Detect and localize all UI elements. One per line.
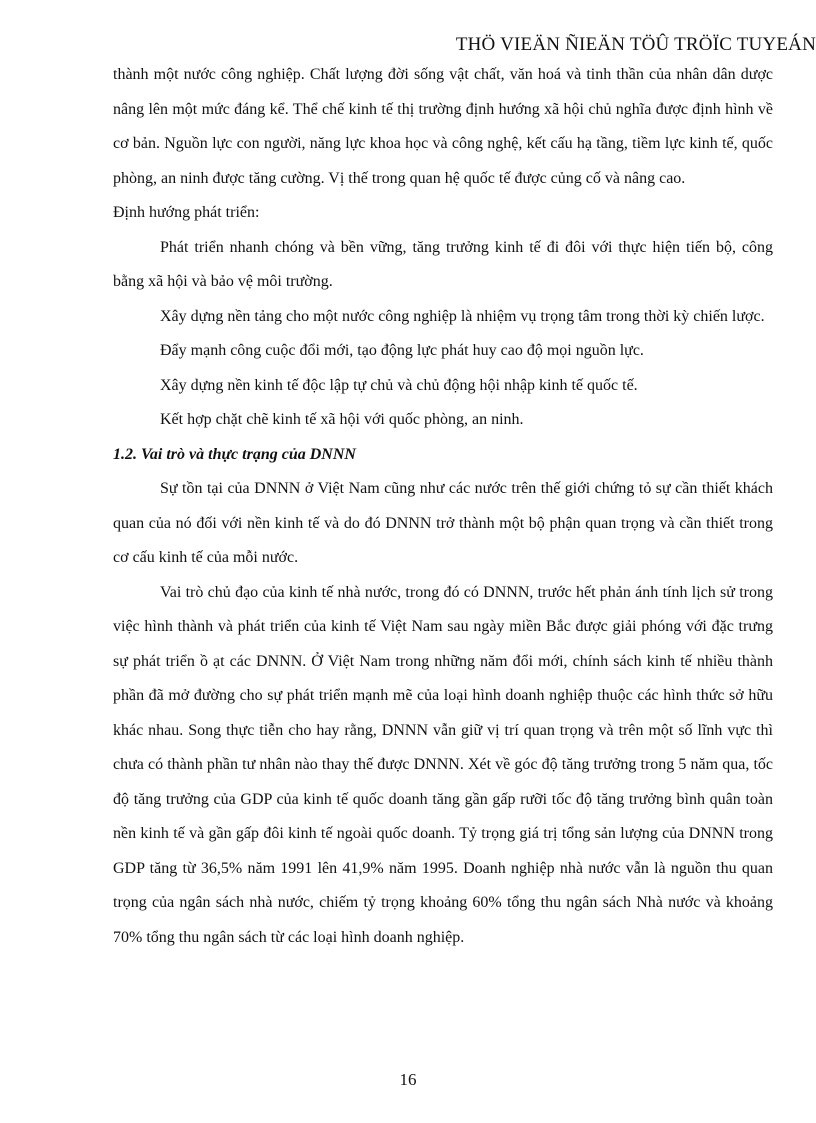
paragraph-1: thành một nước công nghiệp. Chất lượng đời sống vật chất, văn hoá và tinh thần của nhân dân dược nâng lên một mức đáng kể. Thể chế kinh tế thị trường định hướng xã hội chủ nghĩa được định hình về cơ bản. Nguồn lực con người, năng lực khoa học và công nghệ, kết cấu hạ tầng, tiềm lực kinh tế, quốc phòng, an ninh được tăng cường. Vị thế trong quan hệ quốc tế được củng cố và nâng cao. (113, 66, 773, 187)
paragraph-2: Định hướng phát triển: (113, 204, 260, 221)
paragraph-9: Vai trò chủ đạo của kinh tế nhà nước, trong đó có DNNN, trước hết phản ánh tính lịch sử trong việc hình thành và phát triển của kinh tế Việt Nam sau ngày miền Bắc được giải phóng với đặc trưng sự phát triển ồ ạt các DNNN. Ở Việt Nam trong những năm đổi mới, chính sách kinh tế nhiều thành phần đã mở đường cho sự phát triển mạnh mẽ của loại hình doanh nghiệp thuộc các hình thức sở hữu khác nhau. Song thực tiễn cho hay rằng, DNNN vẫn giữ vị trí quan trọng và trên một số lĩnh vực thì chưa có thành phần tư nhân nào thay thế được DNNN. Xét về góc độ tăng trưởng trong 5 năm qua, tốc độ tăng trưởng của GDP của kinh tế quốc doanh tăng gần gấp rưỡi tốc độ tăng trưởng bình quân toàn nền kinh tế và gần gấp đôi kinh tế ngoài quốc doanh. Tỷ trọng giá trị tổng sản lượng của DNNN trong GDP tăng từ 36,5% năm 1991 lên 41,9% năm 1995. Doanh nghiệp nhà nước vẫn là nguồn thu quan trọng của ngân sách nhà nước, chiếm tỷ trọng khoảng 60% tổng thu ngân sách Nhà nước và khoảng 70% tổng thu ngân sách từ các loại hình doanh nghiệp. (113, 583, 773, 946)
paragraph-7: Kết hợp chặt chẽ kinh tế xã hội với quốc phòng, an ninh. (160, 411, 524, 428)
paragraph-3: Phát triển nhanh chóng và bền vững, tăng trưởng kinh tế đi đôi với thực hiện tiến bộ, công bằng xã hội và bảo vệ môi trường. (113, 238, 773, 290)
page-number: 16 (399, 1070, 417, 1089)
paragraph-5: Đẩy mạnh công cuộc đổi mới, tạo động lực phát huy cao độ mọi nguồn lực. (160, 342, 644, 359)
page-body (113, 58, 773, 955)
paragraph-8: Sự tồn tại của DNNN ở Việt Nam cũng như các nước trên thế giới chứng tỏ sự cần thiết khách quan của nó đối với nền kinh tế và do đó DNNN trở thành một bộ phận quan trọng và cần thiết trong cơ cấu kinh tế của mỗi nước. (113, 480, 773, 566)
paragraph-6: Xây dựng nền kinh tế độc lập tự chủ và chủ động hội nhập kinh tế quốc tế. (160, 376, 638, 394)
running-header: THÖ VIEÄN ÑIEÄN TÖÛ TRÖÏC TUYEÁN (455, 34, 816, 55)
paragraph-4: Xây dựng nền tảng cho một nước công nghiệp là nhiệm vụ trọng tâm trong thời kỳ chiến lược. (160, 307, 765, 325)
section-heading: 1.2. Vai trò và thực trạng của DNNN (113, 445, 356, 463)
